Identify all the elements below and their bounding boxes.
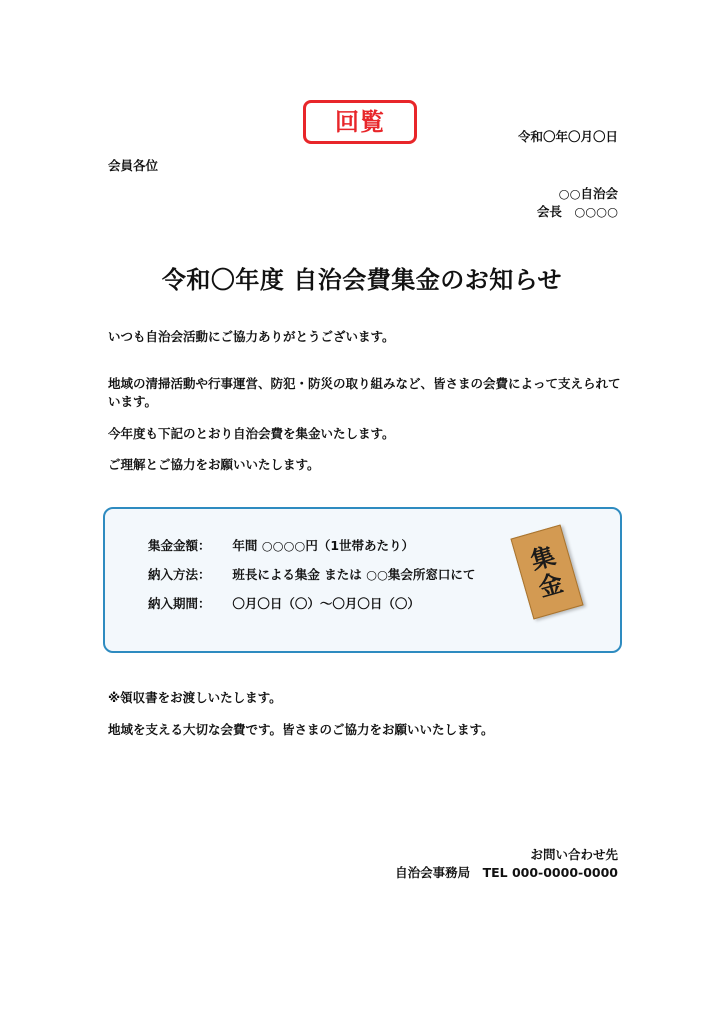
notice-paragraph: 今年度も下記のとおり自治会費を集金いたします。 xyxy=(108,426,395,441)
detail-row-period xyxy=(148,595,420,613)
detail-row-amount xyxy=(148,537,414,555)
date: 令和〇年〇月〇日 xyxy=(517,129,618,144)
kairan-stamp: 回覧 xyxy=(303,100,417,144)
purpose-paragraph: 地域の清掃活動や行事運営、防犯・防災の取り組みなど、皆さまの会費によって支えられています。 xyxy=(108,376,621,409)
greeting-paragraph: いつも自治会活動にご協力ありがとうございます。 xyxy=(108,329,395,344)
closing-note: 地域を支える大切な会費です。皆さまのご協力をお願いいたします。 xyxy=(108,722,494,737)
request-paragraph: ご理解とご協力をお願いいたします。 xyxy=(108,457,320,472)
tag-char: 集 xyxy=(527,541,559,576)
document-title: 令和〇年度 自治会費集金のお知らせ xyxy=(161,266,563,294)
contact-line: 自治会事務局 TEL 000-0000-0000 xyxy=(395,865,618,880)
detail-label: 集金金額： xyxy=(148,538,211,553)
addressee: 会員各位 xyxy=(108,158,159,173)
detail-row-method xyxy=(148,566,475,584)
contact-heading: お問い合わせ先 xyxy=(530,847,618,862)
sender-org: ○○自治会 xyxy=(558,186,618,201)
detail-value: 班長による集金 または ○○集会所窓口にて xyxy=(232,567,476,582)
sender-head: 会長 ○○○○ xyxy=(536,204,618,219)
receipt-note: ※領収書をお渡しいたします。 xyxy=(108,690,282,705)
detail-label: 納入方法： xyxy=(148,567,211,582)
tag-char: 金 xyxy=(535,568,567,603)
detail-value: 〇月〇日（〇）～〇月〇日（〇） xyxy=(232,596,420,611)
detail-label: 納入期間： xyxy=(148,596,211,611)
detail-value: 年間 ○○○○円（1世帯あたり） xyxy=(232,538,415,553)
